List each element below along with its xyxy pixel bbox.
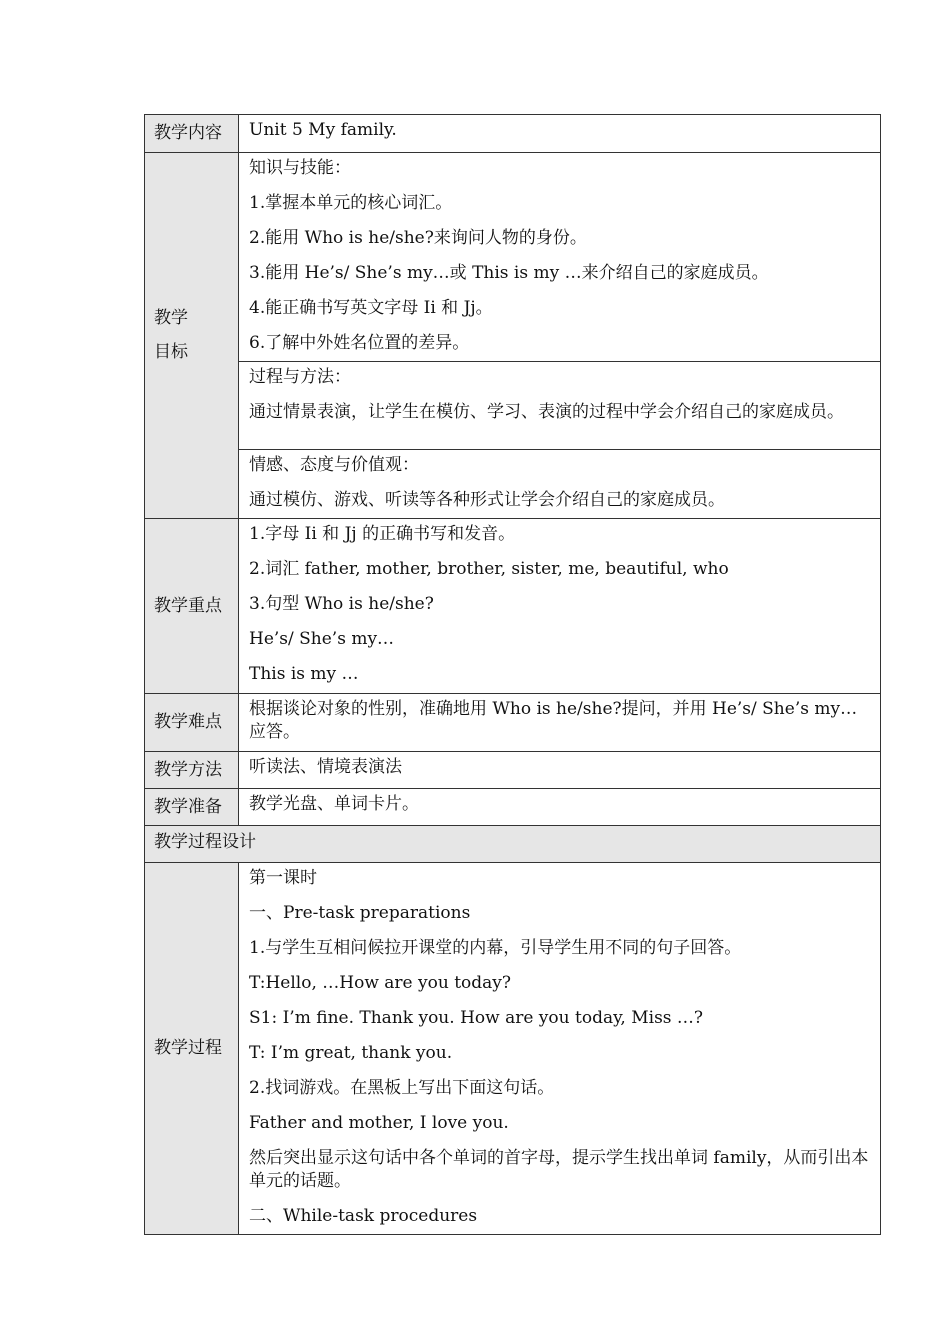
label-methods: 教学方法 (145, 752, 239, 789)
key-point-item: He’s/ She’s my… (249, 629, 395, 649)
knowledge-item: 2.能用 Who is he/she?来询问人物的身份。 (249, 228, 587, 248)
process-content (239, 863, 881, 1235)
process-line: 第一课时 (249, 868, 317, 888)
row-content (145, 115, 881, 153)
row-process (145, 863, 881, 1235)
label-difficulties: 教学难点 (145, 694, 239, 752)
difficulties-text: 根据谈论对象的性别，准确地用 Who is he/she?提问，并用 He’s/ She’s my…应答。 (239, 694, 881, 752)
emotion-heading: 情感、态度与价值观： (249, 455, 419, 475)
label-objectives-line1: 教学 (154, 308, 188, 328)
design-title: 教学过程设计 (145, 826, 881, 863)
row-design (145, 826, 881, 863)
process-line: 2.找词游戏。在黑板上写出下面这句话。 (249, 1078, 555, 1098)
label-content: 教学内容 (145, 115, 239, 153)
process-line: T: I’m great, thank you. (249, 1043, 453, 1063)
key-point-item: 3.句型 Who is he/she? (249, 594, 434, 614)
emotion-text: 通过模仿、游戏、听读等各种形式让学会介绍自己的家庭成员。 (249, 490, 725, 510)
process-line: S1: I’m fine. Thank you. How are you today, Miss …? (249, 1008, 704, 1028)
key-point-item: 1.字母 Ii 和 Jj 的正确书写和发音。 (249, 524, 516, 544)
key-point-item: This is my … (249, 664, 359, 684)
process-heading: 过程与方法： (249, 367, 351, 387)
row-key-points (145, 519, 881, 694)
preparation-text: 教学光盘、单词卡片。 (239, 789, 881, 826)
process-line: 1.与学生互相问候拉开课堂的内幕，引导学生用不同的句子回答。 (249, 938, 742, 958)
lesson-plan-table (144, 114, 881, 1235)
label-preparation: 教学准备 (145, 789, 239, 826)
process-line: Father and mother, I love you. (249, 1113, 509, 1133)
knowledge-item: 1.掌握本单元的核心词汇。 (249, 193, 453, 213)
key-point-item: 2.词汇 father, mother, brother, sister, me, beautiful, who (249, 559, 729, 579)
process-line: 二、While-task procedures (249, 1206, 478, 1226)
process-line: 然后突出显示这句话中各个单词的首字母，提示学生找出单词 family，从而引出本单元的话题。 (249, 1148, 869, 1191)
row-objectives-knowledge (145, 153, 881, 362)
label-process: 教学过程 (145, 863, 239, 1235)
objectives-knowledge (239, 153, 881, 362)
knowledge-heading: 知识与技能： (249, 158, 351, 178)
process-line: 一、Pre-task preparations (249, 903, 471, 923)
objectives-process (239, 362, 881, 450)
row-objectives-process (145, 362, 881, 450)
content-value: Unit 5 My family. (239, 115, 881, 153)
objectives-emotion (239, 450, 881, 519)
knowledge-item: 3.能用 He’s/ She’s my…或 This is my …来介绍自己的家庭成员。 (249, 263, 769, 283)
row-methods (145, 752, 881, 789)
process-line: T:Hello, …How are you today? (249, 973, 511, 993)
label-objectives-line2: 目标 (154, 342, 188, 362)
methods-text: 听读法、情境表演法 (239, 752, 881, 789)
key-points (239, 519, 881, 694)
process-text: 通过情景表演，让学生在模仿、学习、表演的过程中学会介绍自己的家庭成员。 (249, 402, 844, 422)
knowledge-item: 6.了解中外姓名位置的差异。 (249, 333, 470, 353)
row-preparation (145, 789, 881, 826)
row-objectives-emotion (145, 450, 881, 519)
row-difficulties (145, 694, 881, 752)
knowledge-item: 4.能正确书写英文字母 Ii 和 Jj。 (249, 298, 493, 318)
label-objectives (145, 153, 239, 519)
label-key-points: 教学重点 (145, 519, 239, 694)
